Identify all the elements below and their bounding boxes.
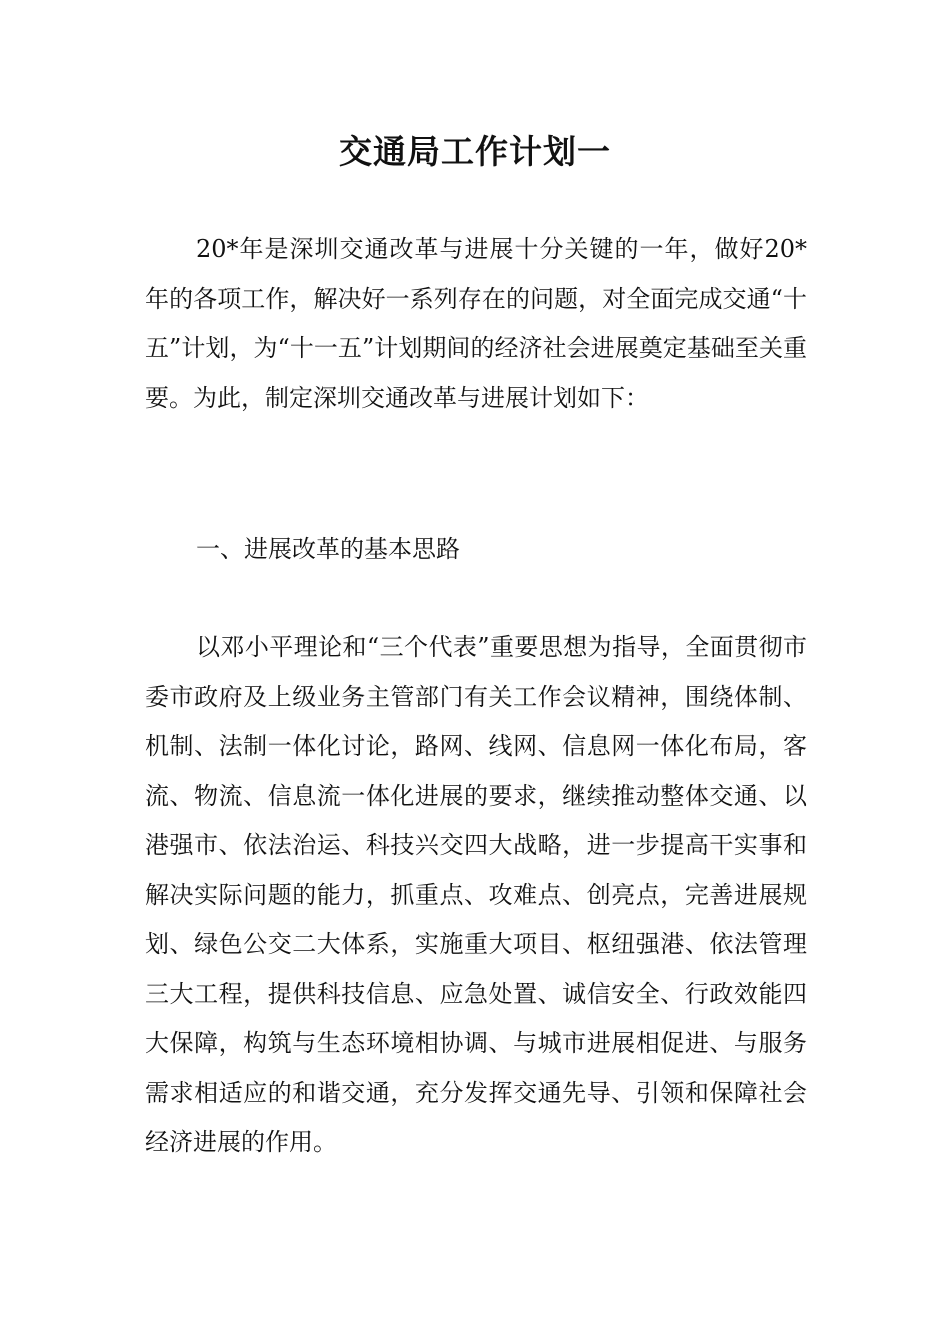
section-heading: 一、进展改革的基本思路 xyxy=(196,535,460,563)
body-paragraph: 以邓小平理论和“三个代表”重要思想为指导，全面贯彻市委市政府及上级业务主管部门有关工作会议精神，围绕体制、机制、法制一体化讨论，路网、线网、信息网一体化布局，客流、物流、信息流一体化进展的要求，继续推动整体交通、以港强市、依法治运、科技兴交四大战略，进一步提高干实事和解决实际问题的能力，抓重点、攻难点、创亮点，完善进展规划、绿色公交二大体系，实施重大项目、枢纽强港、依法管理三大工程，提供科技信息、应急处置、诚信安全、行政效能四大保障，构筑与生态环境相协调、与城市进展相促进、与服务需求相适应的和谐交通，充分发挥交通先导、引领和保障社会经济进展的作用。 xyxy=(145,633,807,1156)
intro-paragraph: 20*年是深圳交通改革与进展十分关键的一年，做好20*年的各项工作，解决好一系列存在的问题，对全面完成交通“十五”计划，为“十一五”计划期间的经济社会进展奠定基础至关重要。为此，制定深圳交通改革与进展计划如下： xyxy=(145,235,807,412)
document-title: 交通局工作计划一 xyxy=(339,132,611,171)
